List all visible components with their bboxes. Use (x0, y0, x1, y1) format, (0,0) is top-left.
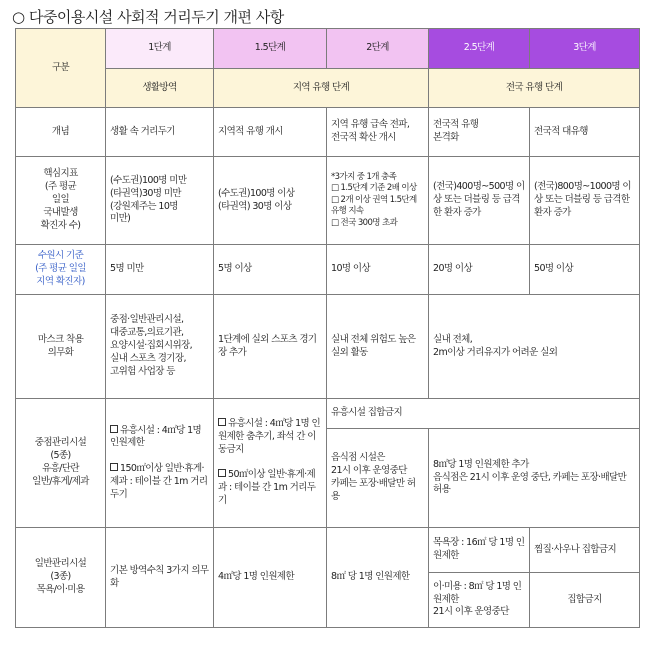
focus-level-1-5-text-a: 유흥시설 : 4㎡당 1명 인원제한 춤추기, 좌석 간 이동금지 (218, 418, 321, 455)
mask-label: 마스크 착용 의무화 (16, 295, 106, 399)
indicator-level-3: (전국)800명~1000명 이상 또는 더블링 등 급격한 환자 증가 (530, 157, 640, 245)
focus-level-1-5-item (218, 469, 322, 507)
concept-level-1: 생활 속 거리두기 (106, 108, 214, 157)
concept-level-2: 지역 유행 급속 전파, 전국적 확산 개시 (327, 108, 429, 157)
focus-level-1-text-a: 유흥시설 : 4㎡당 1명 인원제한 (110, 424, 202, 449)
indicator-level-2: *3가지 중 1개 충족 □ 1.5단계 기준 2배 이상 □ 2개 이상 권역 1.5단계 유행 지속 □ 전국 300명 초과 (327, 157, 429, 245)
general-level-1-5: 4㎡당 1명 인원제한 (214, 528, 327, 628)
suwon-level-2: 10명 이상 (327, 245, 429, 295)
suwon-level-1: 5명 미만 (106, 245, 214, 295)
group-national-outbreak: 전국 유행 단계 (429, 69, 640, 108)
focus-level-1-5 (214, 399, 327, 528)
indicator-level-2-5: (전국)400명~500명 이상 또는 더블링 등 급격한 환자 증가 (429, 157, 530, 245)
general-level-3-a: 찜질·사우나 집합금지 (530, 528, 640, 573)
checkbox-icon (110, 463, 118, 471)
concept-level-3: 전국적 대유행 (530, 108, 640, 157)
general-level-2: 8㎡ 당 1명 인원제한 (327, 528, 429, 628)
mask-level-2: 실내 전체 위험도 높은 실외 활동 (327, 295, 429, 399)
indicator-level-1-5: (수도권)100명 이상 (타권역) 30명 이상 (214, 157, 327, 245)
focus-level-1-text-b: 150㎡이상 일반·휴게·제과 : 테이블 간 1m 거리두기 (110, 463, 208, 500)
indicator-level-1: (수도권)100명 미만 (타권역)30명 미만 (강원제주는 10명 미만) (106, 157, 214, 245)
focus-level-1-item (110, 425, 209, 451)
general-level-2-5-b: 이·미용 : 8㎡ 당 1명 인원제한 21시 이후 운영중단 (429, 573, 530, 628)
focus-level-2-bottom: 음식점 시설은 21시 이후 운영중단 카페는 포장·배달만 허용 (327, 429, 429, 528)
concept-level-1-5: 지역적 유행 개시 (214, 108, 327, 157)
level-3-header: 3단계 (530, 29, 640, 69)
concept-level-2-5: 전국적 유행 본격화 (429, 108, 530, 157)
general-level-3-b: 집합금지 (530, 573, 640, 628)
checkbox-icon (218, 418, 226, 426)
checkbox-icon (110, 425, 118, 433)
general-level-2-5-a: 목욕장 : 16㎡ 당 1명 인원제한 (429, 528, 530, 573)
level-2-5-header: 2.5단계 (429, 29, 530, 69)
level-2-header: 2단계 (327, 29, 429, 69)
suwon-level-1-5: 5명 이상 (214, 245, 327, 295)
suwon-label: 수원시 기준 (주 평균 일일 지역 확진자) (16, 245, 106, 295)
group-regional-outbreak: 지역 유행 단계 (214, 69, 429, 108)
focus-level-2-top: 유흥시설 집합금지 (327, 399, 640, 429)
group-daily-quarantine: 생활방역 (106, 69, 214, 108)
mask-level-2-5-3: 실내 전체, 2m이상 거리유지가 어려운 실외 (429, 295, 640, 399)
focus-level-2-5-3: 8㎡당 1명 인원제한 추가 음식점은 21시 이후 운영 중단, 카페는 포장·배달만 허용 (429, 429, 640, 528)
focus-label: 중점관리시설 (5종) 유흥/단란 일반/휴게/제과 (16, 399, 106, 528)
checkbox-icon (218, 469, 226, 477)
focus-level-1 (106, 399, 214, 528)
indicator-label: 핵심지표 (주 평균 일일 국내발생 확진자 수) (16, 157, 106, 245)
level-1-5-header: 1.5단계 (214, 29, 327, 69)
mask-level-1-5: 1단계에 실외 스포츠 경기장 추가 (214, 295, 327, 399)
focus-level-1-item (110, 463, 209, 501)
general-label: 일반관리시설 (3종) 목욕/이·미용 (16, 528, 106, 628)
suwon-level-3: 50명 이상 (530, 245, 640, 295)
category-header: 구분 (16, 29, 106, 108)
concept-label: 개념 (16, 108, 106, 157)
page-title: ○ 다중이용시설 사회적 거리두기 개편 사항 (12, 8, 284, 26)
focus-level-1-5-item (218, 418, 322, 456)
general-level-1: 기본 방역수칙 3가지 의무화 (106, 528, 214, 628)
distancing-table (15, 28, 640, 628)
level-1-header: 1단계 (106, 29, 214, 69)
focus-level-1-5-text-b: 50㎡이상 일반·휴게·제과 : 테이블 간 1m 거리두기 (218, 469, 316, 507)
mask-level-1: 중점·일반관리시설, 대중교통,의료기관, 요양시설·집회시위장, 실내 스포츠 경기장, 고위험 사업장 등 (106, 295, 214, 399)
suwon-level-2-5: 20명 이상 (429, 245, 530, 295)
